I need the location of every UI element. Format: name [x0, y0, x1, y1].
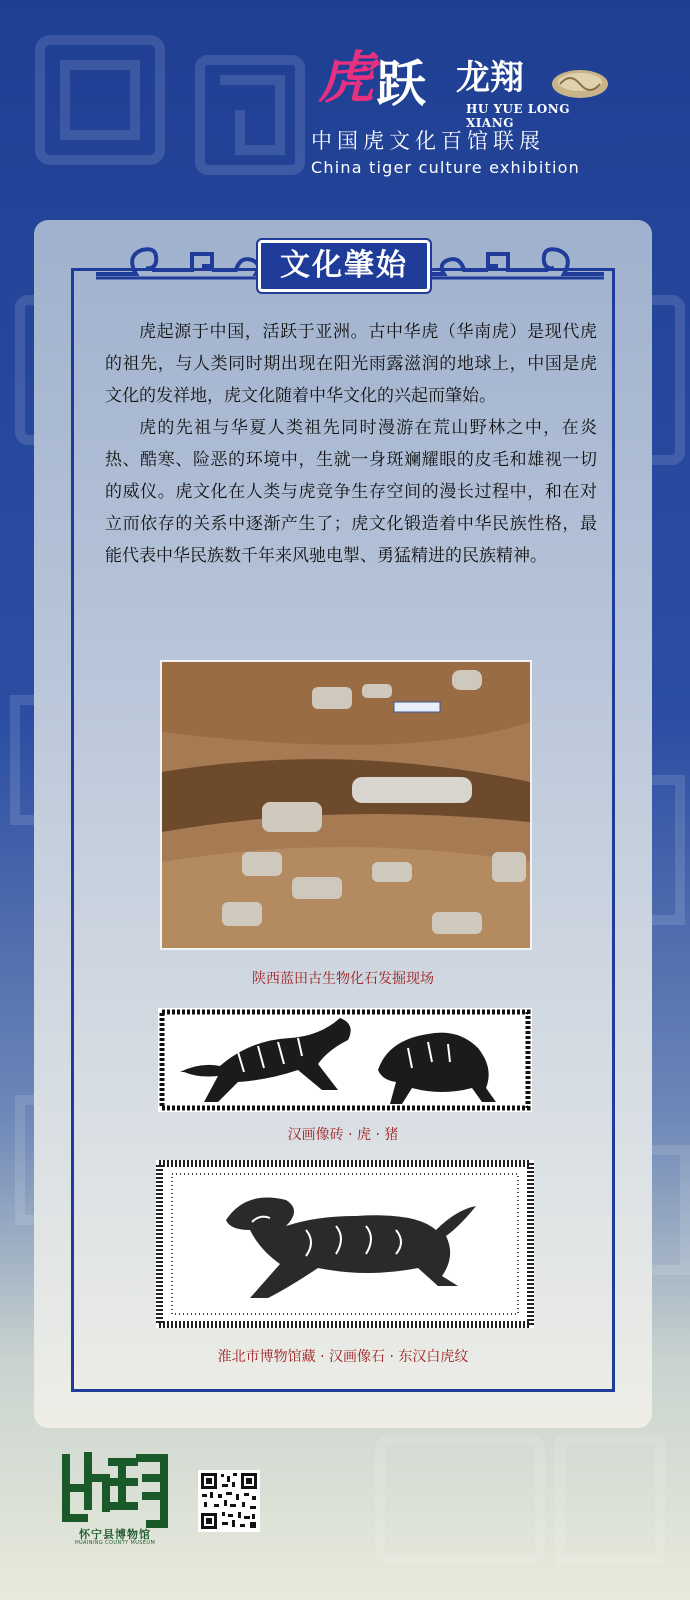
figure-caption: 淮北市博物馆藏 · 汉画像石 · 东汉白虎纹	[217, 1349, 469, 1365]
han-brick-rubbing-image	[158, 1008, 532, 1112]
body-paragraph: 虎起源于中国，活跃于亚洲。古中华虎（华南虎）是现代虎的祖先，与人类同时期出现在阳光雨露滋润的地球上，中国是虎文化的发祥地，虎文化随着中华文化的兴起而肇始。	[105, 322, 597, 406]
exhibition-brand	[311, 45, 618, 188]
exhibition-name-en: China tiger culture exhibition	[311, 158, 580, 177]
brand-title-char-hu: 虎	[318, 45, 374, 111]
excavation-site-photo	[160, 660, 532, 950]
cloud-ornament-right-icon	[428, 240, 608, 284]
qr-code-icon[interactable]	[198, 1470, 260, 1532]
brand-title-long-xiang: 龙翔	[456, 58, 524, 98]
museum-name: 怀宁县博物馆	[79, 1528, 151, 1541]
body-paragraph: 虎的先祖与华夏人类祖先同时漫游在荒山野林之中，在炎热、酷寒、险恶的环境中，生就一身斑斓耀眼的皮毛和雄视一切的威仪。虎文化在人类与虎竞争生存空间的漫长过程中，和在对立而依存的关系中逐渐产生了；虎文化锻造着中华民族性格，最能代表中华民族数千年来风驰电掣、勇猛精进的民族精神。	[105, 418, 597, 566]
figure-caption: 汉画像砖 · 虎 · 猪	[287, 1127, 399, 1143]
figure-caption: 陕西蓝田古生物化石发掘现场	[252, 971, 434, 987]
section-title: 文化肇始	[258, 240, 430, 292]
exhibition-name-cn: 中国虎文化百馆联展	[311, 129, 545, 153]
brand-title-char-yue: 跃	[376, 54, 426, 113]
han-stone-relief-rubbing-image	[156, 1160, 534, 1328]
museum-logo-icon	[58, 1448, 170, 1534]
jade-tiger-artifact-icon	[550, 64, 610, 100]
section-body	[105, 316, 597, 572]
cloud-ornament-left-icon	[92, 240, 272, 284]
brand-pinyin: HU YUE LONG XIANG	[466, 102, 570, 130]
museum-name-en: HUAINING COUNTY MUSEUM	[74, 1540, 156, 1546]
